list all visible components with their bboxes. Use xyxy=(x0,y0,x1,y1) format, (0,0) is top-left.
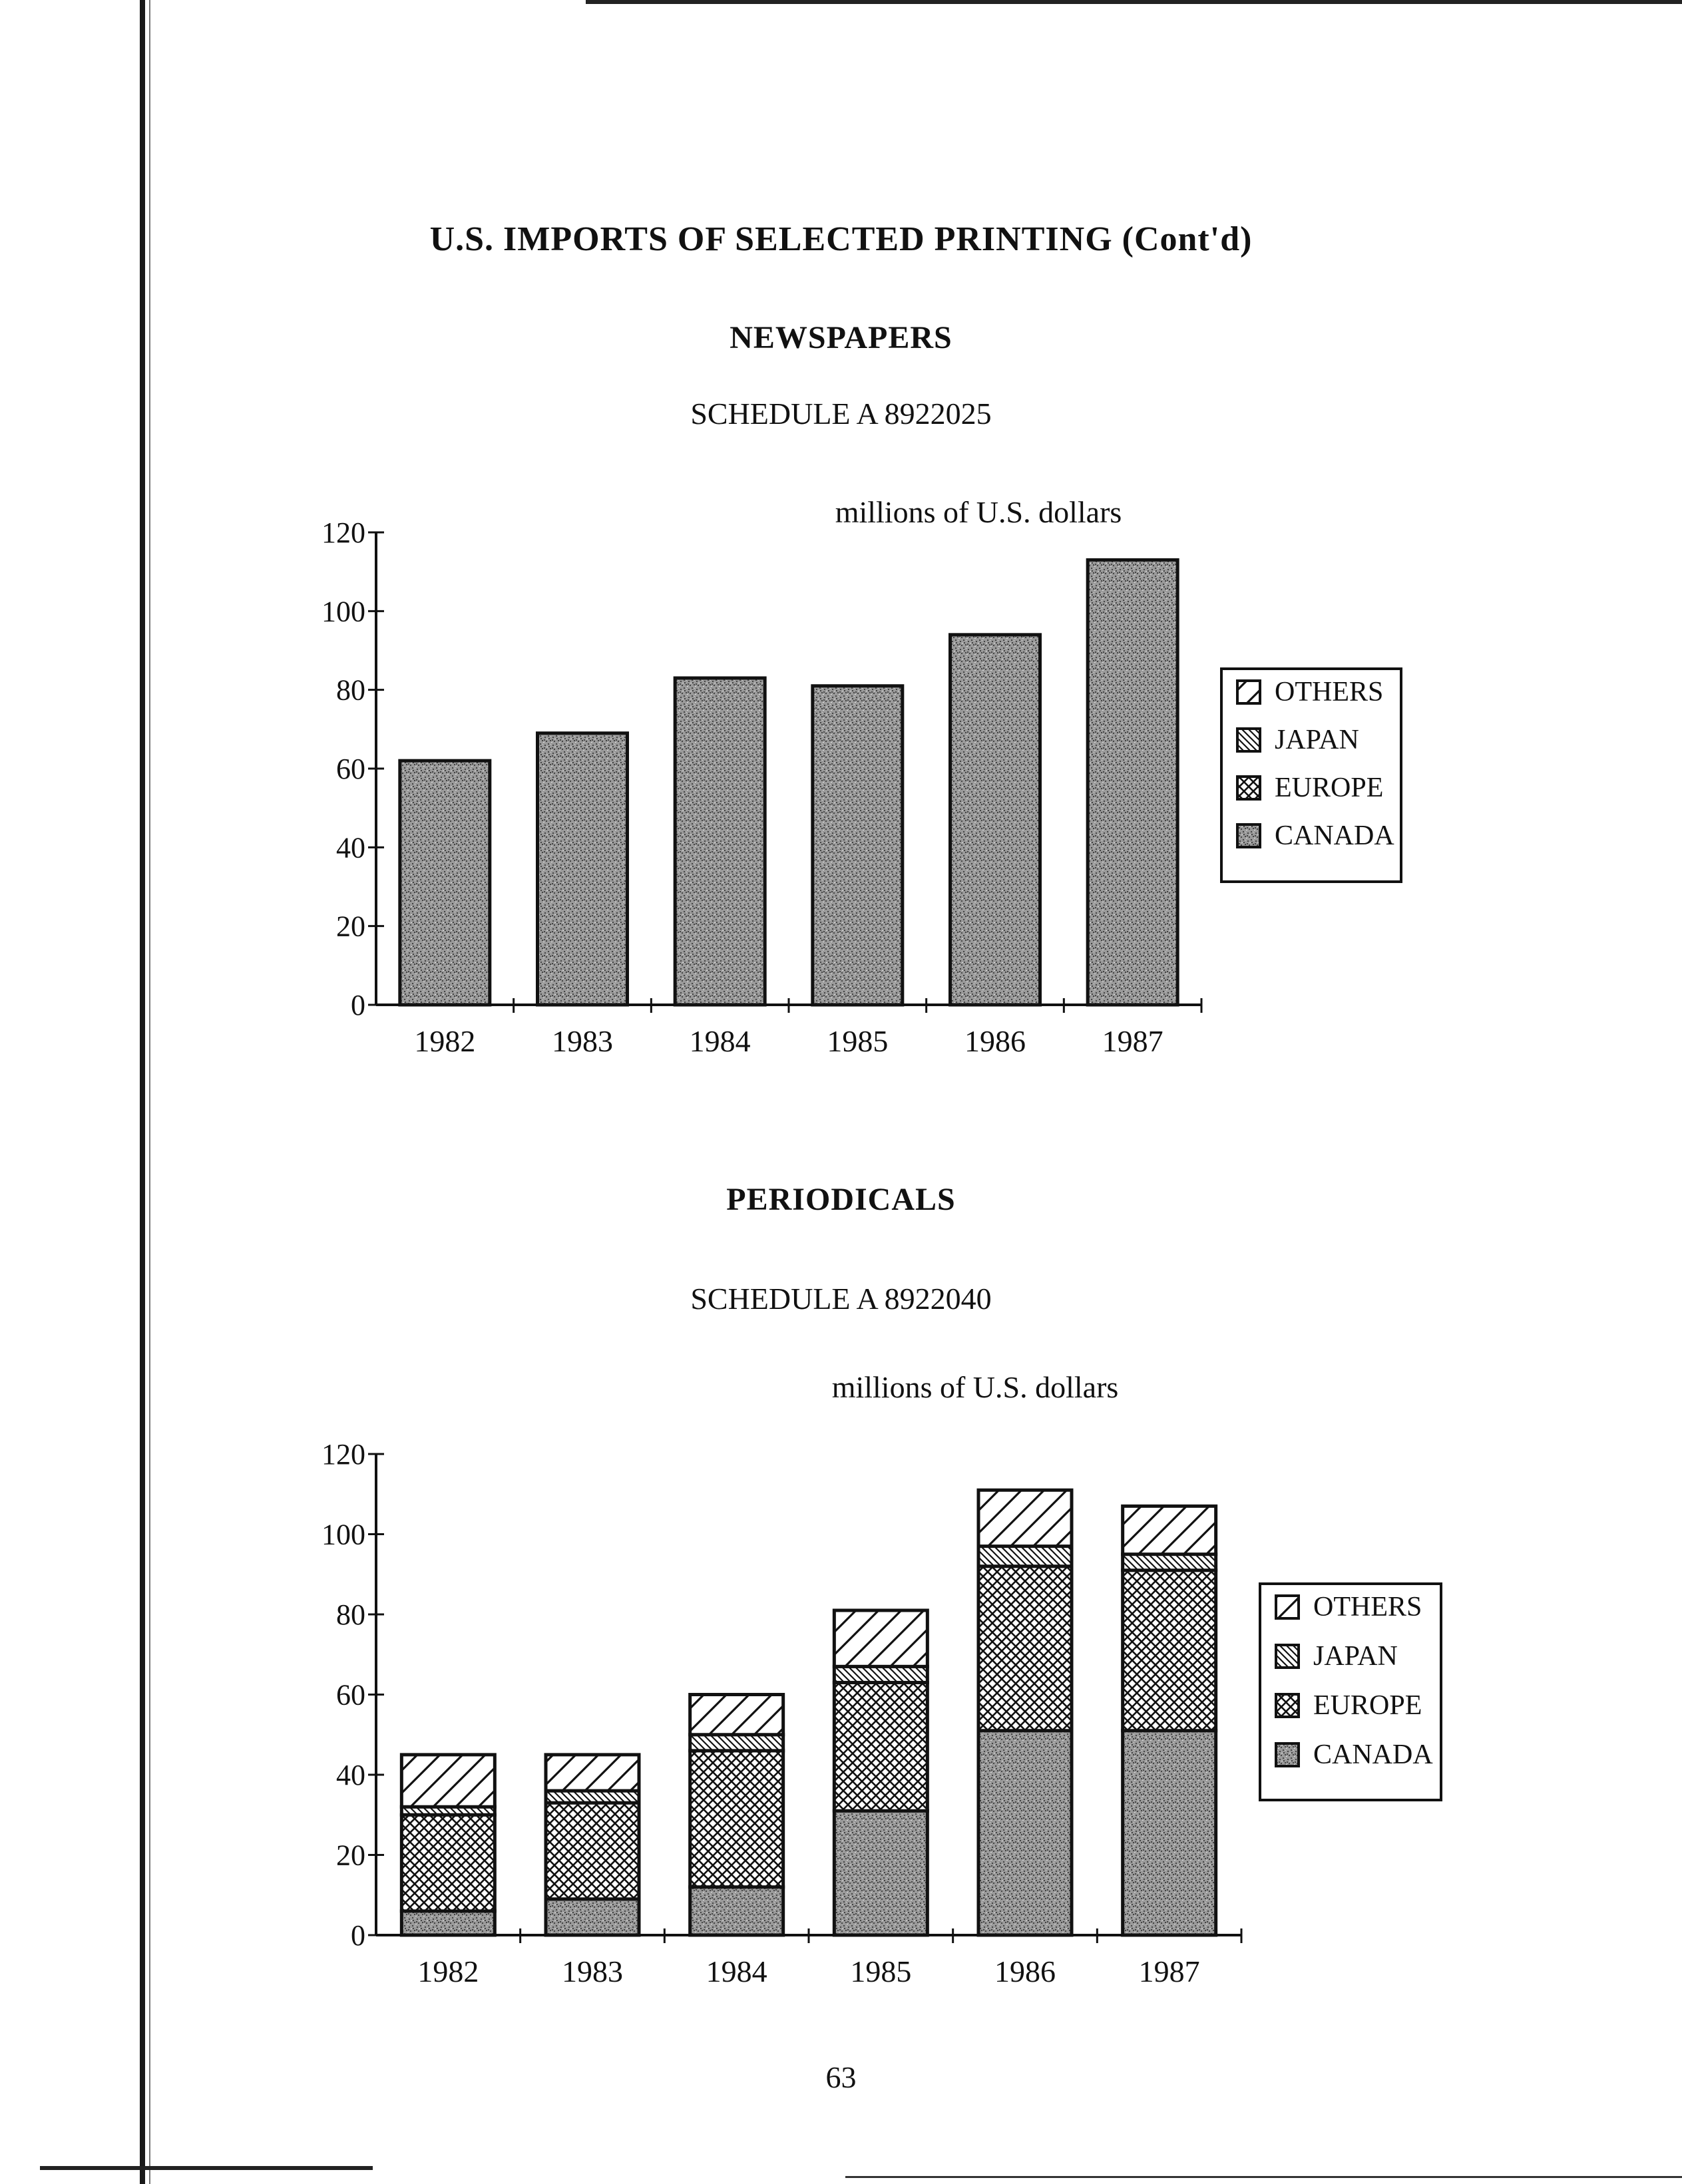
periodicals-bar-1985-others xyxy=(834,1610,927,1666)
periodicals-bar-1982-europe xyxy=(401,1815,495,1911)
periodicals-bar-1987-europe xyxy=(1123,1570,1216,1731)
periodicals-legend-swatch-canada xyxy=(1276,1743,1299,1766)
periodicals-y-tick-label: 20 xyxy=(336,1839,365,1872)
periodicals-legend-label-canada: CANADA xyxy=(1313,1739,1433,1770)
periodicals-x-tick-label: 1982 xyxy=(417,1954,479,1988)
periodicals-y-tick-label: 120 xyxy=(321,1438,365,1471)
periodicals-legend xyxy=(1260,1584,1441,1800)
newspapers-y-tick-label: 60 xyxy=(336,753,365,785)
newspapers-x-tick-label: 1985 xyxy=(827,1024,889,1058)
newspapers-bar-1987-canada xyxy=(1088,560,1177,1005)
newspapers-bar-1983-canada xyxy=(538,733,628,1005)
newspapers-legend xyxy=(1221,669,1401,882)
periodicals-x-tick-label: 1983 xyxy=(562,1954,623,1988)
periodicals-x-tick-label: 1985 xyxy=(850,1954,912,1988)
newspapers-bar-1984-canada xyxy=(675,678,765,1005)
newspapers-x-tick-label: 1987 xyxy=(1102,1024,1163,1058)
periodicals-x-tick-label: 1984 xyxy=(706,1954,767,1988)
newspapers-chart xyxy=(0,479,1682,1111)
periodicals-legend-label-others: OTHERS xyxy=(1313,1592,1422,1622)
periodicals-bar-1982-others xyxy=(401,1755,495,1807)
periodicals-bar-1987-japan xyxy=(1123,1554,1216,1570)
newspapers-legend-label-japan: JAPAN xyxy=(1275,725,1359,755)
periodicals-bar-1984-europe xyxy=(690,1751,783,1887)
periodicals-bar-1986-canada xyxy=(978,1731,1072,1935)
newspapers-bar-1986-canada xyxy=(950,635,1040,1005)
page-title: U.S. IMPORTS OF SELECTED PRINTING (Cont'd) xyxy=(429,220,1253,258)
periodicals-bar-1985-japan xyxy=(834,1666,927,1682)
newspapers-legend-swatch-japan xyxy=(1237,729,1260,751)
newspapers-legend-label-canada: CANADA xyxy=(1275,820,1394,851)
newspapers-y-tick-label: 100 xyxy=(321,595,365,628)
periodicals-bar-1983-europe xyxy=(546,1803,639,1899)
periodicals-legend-label-japan: JAPAN xyxy=(1313,1641,1398,1672)
newspapers-legend-swatch-europe xyxy=(1237,777,1260,799)
page-number: 63 xyxy=(825,2060,857,2094)
periodicals-legend-swatch-others xyxy=(1276,1596,1299,1618)
newspapers-legend-swatch-canada xyxy=(1237,824,1260,847)
periodicals-bar-1986-japan xyxy=(978,1547,1072,1566)
periodicals-y-tick-label: 40 xyxy=(336,1759,365,1791)
periodicals-legend-label-europe: EUROPE xyxy=(1313,1690,1422,1721)
periodicals-bar-1982-canada xyxy=(401,1911,495,1935)
periodicals-legend-swatch-europe xyxy=(1276,1694,1299,1717)
page-edge-bottom-left xyxy=(40,2166,373,2170)
newspapers-legend-swatch-others xyxy=(1237,681,1260,703)
periodicals-bar-1984-canada xyxy=(690,1887,783,1935)
periodicals-bar-1983-japan xyxy=(546,1791,639,1803)
newspapers-bar-1982-canada xyxy=(400,761,490,1005)
newspapers-legend-label-others: OTHERS xyxy=(1275,677,1384,707)
newspapers-x-tick-label: 1982 xyxy=(414,1024,476,1058)
newspapers-y-unit-label: millions of U.S. dollars xyxy=(835,495,1122,529)
periodicals-bar-1986-others xyxy=(978,1490,1072,1546)
newspapers-y-tick-label: 40 xyxy=(336,831,365,864)
newspapers-x-tick-label: 1984 xyxy=(689,1024,751,1058)
newspapers-legend-label-europe: EUROPE xyxy=(1275,773,1384,803)
page-edge-bottom xyxy=(845,2176,1682,2178)
periodicals-bar-1984-others xyxy=(690,1695,783,1735)
periodicals-schedule: SCHEDULE A 8922040 xyxy=(690,1282,992,1316)
periodicals-bar-1987-canada xyxy=(1123,1731,1216,1935)
periodicals-bar-1985-canada xyxy=(834,1811,927,1935)
periodicals-bar-1983-others xyxy=(546,1755,639,1791)
periodicals-bar-1984-japan xyxy=(690,1735,783,1751)
periodicals-bar-1986-europe xyxy=(978,1566,1072,1731)
periodicals-bar-1983-canada xyxy=(546,1899,639,1935)
newspapers-y-tick-label: 0 xyxy=(351,989,365,1021)
newspapers-x-tick-label: 1983 xyxy=(552,1024,613,1058)
periodicals-y-tick-label: 100 xyxy=(321,1518,365,1551)
newspapers-title: NEWSPAPERS xyxy=(730,320,952,355)
newspapers-y-tick-label: 80 xyxy=(336,673,365,707)
periodicals-bar-1985-europe xyxy=(834,1682,927,1811)
newspapers-x-tick-label: 1986 xyxy=(964,1024,1026,1058)
periodicals-y-tick-label: 80 xyxy=(336,1598,365,1631)
newspapers-bar-1985-canada xyxy=(813,686,903,1005)
periodicals-y-tick-label: 60 xyxy=(336,1678,365,1712)
newspapers-y-tick-label: 120 xyxy=(321,516,365,549)
periodicals-bar-1987-others xyxy=(1123,1506,1216,1554)
periodicals-legend-swatch-japan xyxy=(1276,1645,1299,1668)
newspapers-y-tick-label: 20 xyxy=(336,910,365,943)
periodicals-chart xyxy=(0,1358,1682,2023)
periodicals-x-tick-label: 1986 xyxy=(994,1954,1056,1988)
periodicals-y-tick-label: 0 xyxy=(351,1919,365,1952)
newspapers-schedule: SCHEDULE A 8922025 xyxy=(690,397,992,431)
page-edge-top xyxy=(586,0,1682,4)
periodicals-y-unit-label: millions of U.S. dollars xyxy=(831,1370,1119,1404)
periodicals-x-tick-label: 1987 xyxy=(1138,1954,1200,1988)
periodicals-title: PERIODICALS xyxy=(726,1182,956,1217)
